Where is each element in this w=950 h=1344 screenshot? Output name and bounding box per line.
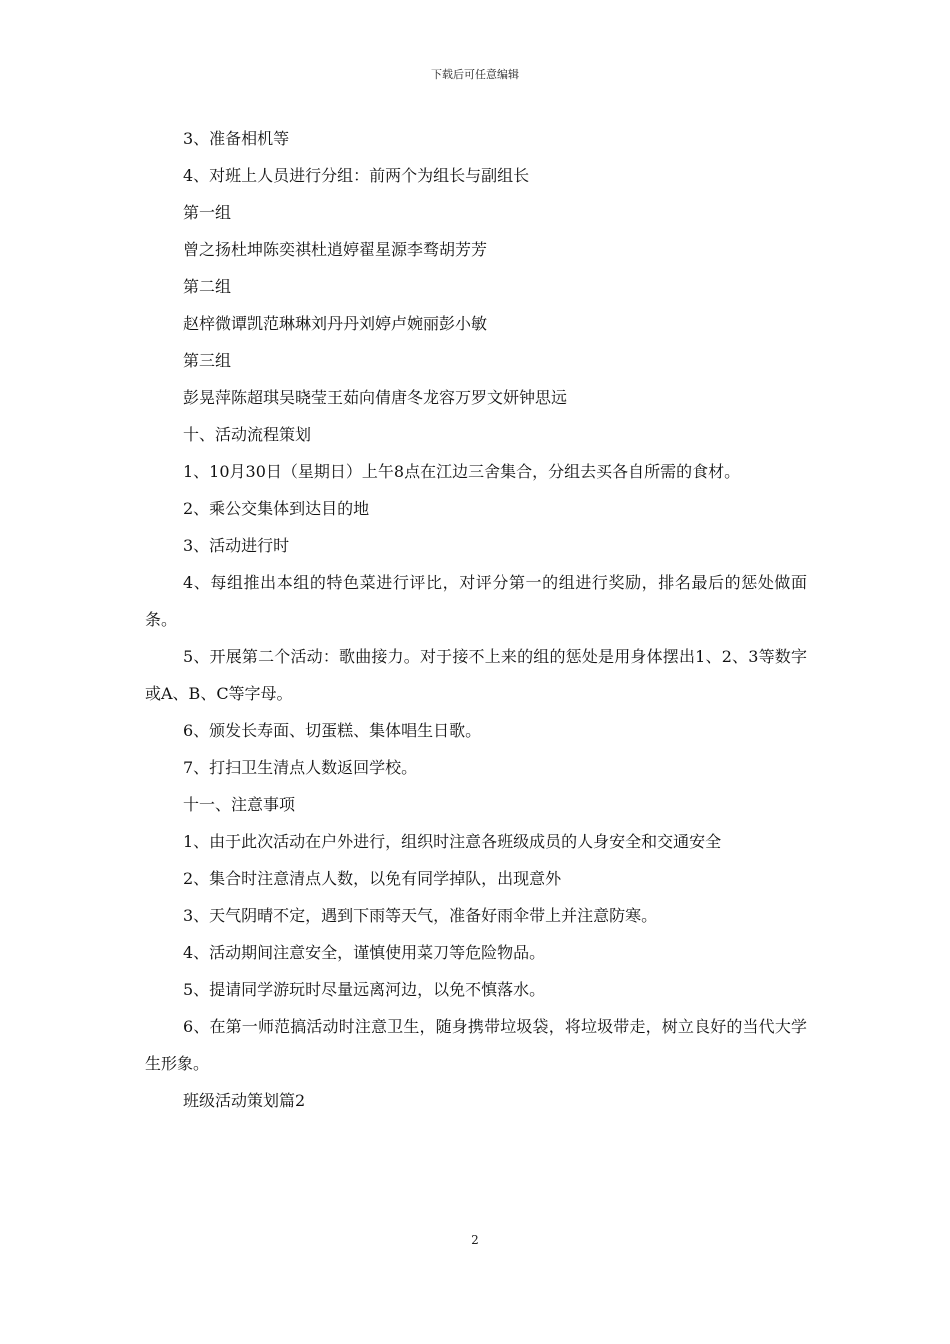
section-heading: 班级活动策划篇2	[183, 1091, 306, 1110]
paragraph: 5、提请同学游玩时尽量远离河边，以免不慎落水。	[183, 980, 546, 999]
paragraph: 第一组	[183, 203, 232, 222]
section-heading: 十、活动流程策划	[183, 425, 312, 444]
page-header: 下载后可任意编辑	[431, 68, 519, 81]
paragraph: 曾之扬杜坤陈奕祺杜逍婷翟星源李骛胡芳芳	[183, 240, 488, 259]
paragraph: 4、活动期间注意安全，谨慎使用菜刀等危险物品。	[183, 943, 546, 962]
paragraph: 2、乘公交集体到达目的地	[183, 499, 370, 518]
document-body	[145, 120, 807, 1119]
paragraph: 1、由于此次活动在户外进行，组织时注意各班级成员的人身安全和交通安全	[183, 832, 722, 851]
paragraph: 5、开展第二个活动：歌曲接力。对于接不上来的组的惩处是用身体摆出1、2、3等数字或A、B、C等字母。	[145, 647, 807, 703]
paragraph: 第二组	[183, 277, 232, 296]
paragraph: 1、10月30日（星期日）上午8点在江边三舍集合，分组去买各自所需的食材。	[183, 462, 741, 481]
page-number: 2	[471, 1233, 479, 1247]
paragraph: 第三组	[183, 351, 232, 370]
paragraph: 6、在第一师范搞活动时注意卫生，随身携带垃圾袋，将垃圾带走，树立良好的当代大学生形象。	[145, 1017, 807, 1073]
paragraph: 6、颁发长寿面、切蛋糕、集体唱生日歌。	[183, 721, 482, 740]
paragraph: 7、打扫卫生清点人数返回学校。	[183, 758, 418, 777]
paragraph: 4、每组推出本组的特色菜进行评比，对评分第一的组进行奖励，排名最后的惩处做面条。	[145, 573, 807, 629]
paragraph: 彭晃萍陈超琪吴晓莹王茹向倩唐冬龙容万罗文妍钟思远	[183, 388, 568, 407]
paragraph: 赵梓微谭凯范琳琳刘丹丹刘婷卢婉丽彭小敏	[183, 314, 488, 333]
paragraph: 3、活动进行时	[183, 536, 290, 555]
section-heading: 十一、注意事项	[183, 795, 296, 814]
paragraph: 2、集合时注意清点人数，以免有同学掉队，出现意外	[183, 869, 562, 888]
paragraph: 3、天气阴晴不定，遇到下雨等天气，准备好雨伞带上并注意防寒。	[183, 906, 658, 925]
paragraph: 4、对班上人员进行分组：前两个为组长与副组长	[183, 166, 530, 185]
paragraph: 3、准备相机等	[183, 129, 290, 148]
